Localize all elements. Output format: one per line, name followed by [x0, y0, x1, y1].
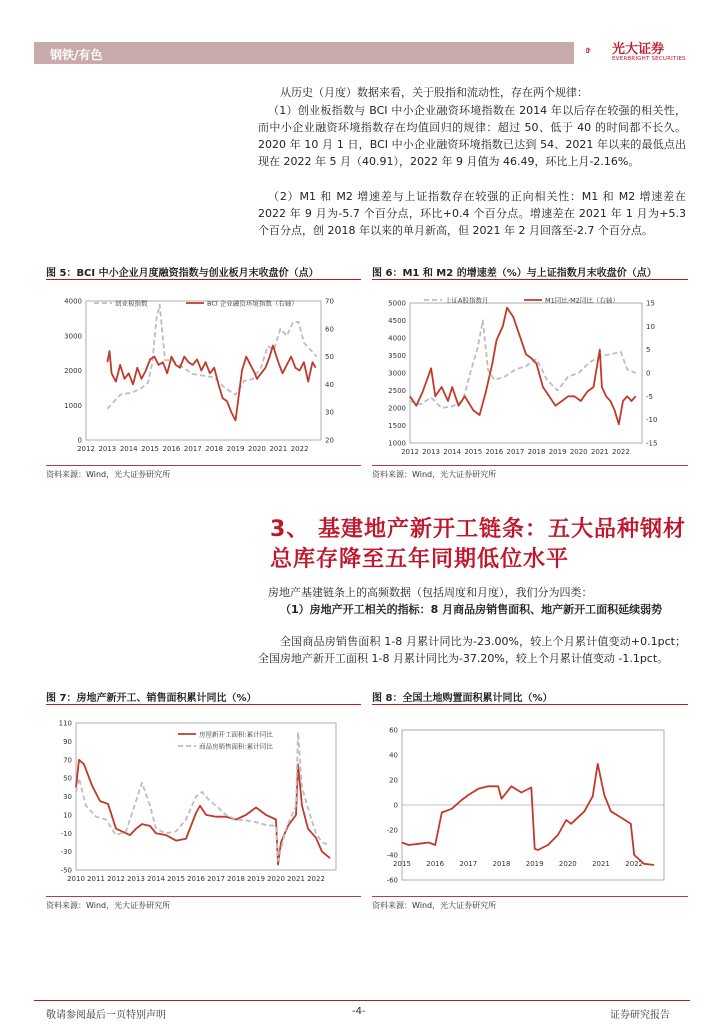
- y-right-tick-label: -5: [646, 392, 653, 401]
- x-tick-label: 2013: [422, 448, 441, 456]
- y-right-tick-label: 30: [325, 408, 334, 417]
- x-tick-label: 2021: [590, 448, 609, 456]
- x-tick-label: 2016: [485, 448, 504, 456]
- x-tick-label: 2017: [506, 448, 525, 456]
- y-left-tick-label: 2000: [64, 367, 82, 375]
- y-left-tick-label: 40: [389, 751, 398, 760]
- x-tick-label: 2021: [269, 445, 288, 453]
- legend-label: BCI 企业融资环境指数（右轴）: [207, 299, 298, 308]
- footer-report-label: 证券研究报告: [610, 1010, 670, 1021]
- x-tick-label: 2015: [167, 875, 185, 883]
- x-tick-label: 2017: [459, 860, 478, 868]
- fig8-title: 图 8：全国土地购置面积累计同比（%）: [372, 693, 553, 704]
- y-right-tick-label: 60: [325, 325, 334, 334]
- fig7-chart: [46, 708, 361, 893]
- intro-paragraph-2: （2）M1 和 M2 增速差与上证指数存在较强的正向相关性：M1 和 M2 增速差在 2022 年 9 月为-5.7 个百分点，环比+0.4 个百分点。增速差在 2021 年 1 月为+5.3 个百分点，创 2018 年以来的单月新高，但 2021 年 2 月回落至-2.7 个百分点。: [258, 190, 686, 237]
- x-tick-label: 2020: [247, 445, 266, 453]
- x-tick-label: 2022: [290, 445, 309, 453]
- fig5-title-rule: [46, 279, 361, 280]
- x-tick-label: 2014: [147, 875, 165, 883]
- y-left-tick-label: 110: [58, 719, 72, 728]
- x-tick-label: 2018: [527, 448, 546, 456]
- section3-paragraph-1: （1）房地产开工相关的指标：8 月商品房销售面积、地产新开工面积延续弱势: [280, 603, 663, 616]
- section3-paragraph-2: 全国商品房销售面积 1-8 月累计同比为-23.00%，较上个月累计值变动+0.1pct；全国房地产新开工面积 1-8 月累计同比为-37.20%，较上个月累计值变动 -1.1pct。: [258, 635, 686, 665]
- fig6-source-rule: [372, 465, 688, 466]
- x-tick-label: 2019: [247, 875, 265, 883]
- brand-logo-icon: [586, 36, 608, 66]
- section3-title-line2: 总库存降至五年同期低位水平: [270, 547, 570, 572]
- y-left-tick-label: 1000: [388, 439, 406, 448]
- x-tick-label: 2022: [611, 448, 630, 456]
- y-left-tick-label: 4500: [388, 317, 406, 325]
- y-right-tick-label: 10: [646, 322, 655, 331]
- x-tick-label: 2016: [162, 445, 181, 453]
- y-left-tick-label: 3500: [388, 352, 406, 360]
- y-right-tick-label: 20: [325, 436, 334, 445]
- brand-name: 光大证券: [612, 42, 665, 57]
- y-left-tick-label: 50: [63, 774, 72, 783]
- y-left-tick-label: 5000: [388, 299, 406, 308]
- section3-paragraph-0: 房地产基建链条上的高频数据（包括周度和月度），我们分为四类：: [268, 586, 593, 599]
- x-tick-label: 2011: [87, 875, 105, 883]
- y-left-tick-label: 10: [63, 811, 72, 820]
- x-tick-label: 2016: [426, 860, 445, 868]
- x-tick-label: 2017: [207, 875, 225, 883]
- x-tick-label: 2018: [227, 875, 245, 883]
- x-tick-label: 2019: [226, 445, 245, 453]
- y-left-tick-label: 70: [63, 756, 72, 765]
- brand-subtitle: EVERBRIGHT SECURITIES: [612, 56, 686, 62]
- fig8-source: 资料来源：Wind，光大证券研究所: [372, 901, 497, 910]
- y-left-tick-label: 4000: [64, 297, 82, 306]
- y-left-tick-label: 0: [77, 436, 82, 445]
- x-tick-label: 2012: [401, 448, 419, 456]
- x-tick-label: 2022: [625, 860, 644, 868]
- y-left-tick-label: -50: [60, 866, 72, 875]
- y-left-tick-label: 3000: [64, 332, 82, 341]
- y-left-tick-label: -10: [60, 829, 72, 838]
- x-tick-label: 2016: [187, 875, 205, 883]
- x-tick-label: 2015: [141, 445, 160, 453]
- x-tick-label: 2014: [119, 445, 138, 453]
- y-right-tick-label: 50: [325, 353, 334, 362]
- footer-rule: [34, 1000, 690, 1001]
- fig5-chart: [46, 283, 361, 461]
- series-line-0: [107, 305, 316, 409]
- x-tick-label: 2022: [307, 875, 325, 883]
- y-left-tick-label: 2000: [388, 404, 406, 413]
- x-tick-label: 2019: [548, 448, 567, 456]
- y-left-tick-label: 90: [63, 737, 72, 746]
- y-left-tick-label: 60: [389, 726, 398, 735]
- y-right-tick-label: 15: [646, 299, 655, 308]
- fig5-source-rule: [46, 465, 361, 466]
- y-right-tick-label: 40: [325, 380, 334, 389]
- y-left-tick-label: -20: [386, 826, 398, 835]
- x-tick-label: 2020: [558, 860, 577, 868]
- y-right-tick-label: 70: [325, 297, 334, 306]
- legend-label: 商品房销售面积:累计同比: [199, 742, 273, 751]
- fig7-title: 图 7：房地产新开工、销售面积累计同比（%）: [46, 693, 257, 704]
- fig7-source-rule: [46, 896, 361, 897]
- x-tick-label: 2020: [569, 448, 588, 456]
- series-line-0: [76, 760, 330, 865]
- x-tick-label: 2015: [393, 860, 411, 868]
- y-left-tick-label: 2500: [388, 387, 406, 395]
- y-left-tick-label: -40: [386, 851, 398, 860]
- fig8-chart: [372, 708, 688, 893]
- y-left-tick-label: 1500: [388, 422, 406, 430]
- fig7-title-rule: [46, 704, 361, 705]
- series-line-1: [76, 732, 330, 861]
- y-right-tick-label: 0: [646, 369, 651, 378]
- fig8-source-rule: [372, 896, 688, 897]
- y-left-tick-label: 1000: [64, 401, 82, 410]
- x-tick-label: 2014: [443, 448, 462, 456]
- x-tick-label: 2019: [525, 860, 544, 868]
- y-right-tick-label: -15: [646, 439, 658, 448]
- fig6-chart: [372, 283, 688, 461]
- footer-page-number: -4-: [352, 1006, 366, 1017]
- y-left-tick-label: -60: [386, 876, 398, 885]
- fig6-title-rule: [372, 279, 688, 280]
- section3-title-line1: 3、 基建地产新开工链条：五大品种钢材: [270, 517, 686, 542]
- fig6-source: 资料来源：Wind，光大证券研究所: [372, 470, 497, 479]
- x-tick-label: 2013: [127, 875, 145, 883]
- x-tick-label: 2017: [183, 445, 202, 453]
- y-left-tick-label: 0: [393, 801, 398, 810]
- x-tick-label: 2021: [287, 875, 305, 883]
- y-left-tick-label: 3000: [388, 369, 406, 378]
- section-tag: 钢铁/有色: [50, 48, 103, 62]
- fig8-title-rule: [372, 704, 688, 705]
- x-tick-label: 2021: [592, 860, 610, 868]
- fig5-title: 图 5：BCI 中小企业月度融资指数与创业板月末收盘价（点）: [46, 268, 319, 279]
- x-tick-label: 2012: [107, 875, 125, 883]
- y-left-tick-label: 30: [63, 793, 72, 801]
- series-line-0: [410, 321, 636, 409]
- series-line-1: [107, 346, 315, 421]
- y-right-tick-label: 5: [646, 346, 651, 355]
- fig7-source: 资料来源：Wind，光大证券研究所: [46, 901, 171, 910]
- y-right-tick-label: -10: [646, 416, 658, 425]
- x-tick-label: 2018: [492, 860, 511, 868]
- x-tick-label: 2013: [98, 445, 117, 453]
- x-tick-label: 2015: [464, 448, 483, 456]
- intro-paragraph-0: 从历史（月度）数据来看，关于股指和流动性，存在两个规律：: [280, 86, 588, 99]
- fig6-title: 图 6：M1 和 M2 的增速差（%）与上证指数月末收盘价（点）: [372, 268, 657, 279]
- x-tick-label: 2018: [205, 445, 224, 453]
- x-tick-label: 2020: [267, 875, 285, 883]
- legend-label: 房屋新开工面积:累计同比: [199, 730, 273, 739]
- fig5-source: 资料来源：Wind，光大证券研究所: [46, 470, 171, 479]
- x-tick-label: 2012: [77, 445, 95, 453]
- x-tick-label: 2010: [67, 875, 85, 883]
- legend-label: 创业板指数: [115, 299, 148, 308]
- legend-label: 上证A股指数月: [445, 296, 489, 305]
- y-left-tick-label: -30: [60, 848, 72, 857]
- footer-disclaimer: 敬请参阅最后一页特别声明: [46, 1010, 166, 1021]
- header-band: [34, 42, 574, 64]
- legend-label: M1同比-M2同比（右轴）: [545, 296, 619, 305]
- intro-paragraph-1: （1）创业板指数与 BCI 中小企业融资环境指数在 2014 年以后存在较强的相关性，而中小企业融资环境指数存在均值回归的规律：超过 50、低于 40 的时间都不长久。2020 年 10 月 1 日，BCI 中小企业融资环境指数已达到 54、2021 年以来的最低点出现在 2022 年 5 月（40.91），2022 年 9 月值为 46.49，环比上月-2.16%。: [258, 104, 686, 168]
- y-left-tick-label: 20: [389, 776, 398, 785]
- y-left-tick-label: 4000: [388, 334, 406, 343]
- series-line-0: [402, 764, 654, 865]
- plot-frame: [410, 303, 642, 443]
